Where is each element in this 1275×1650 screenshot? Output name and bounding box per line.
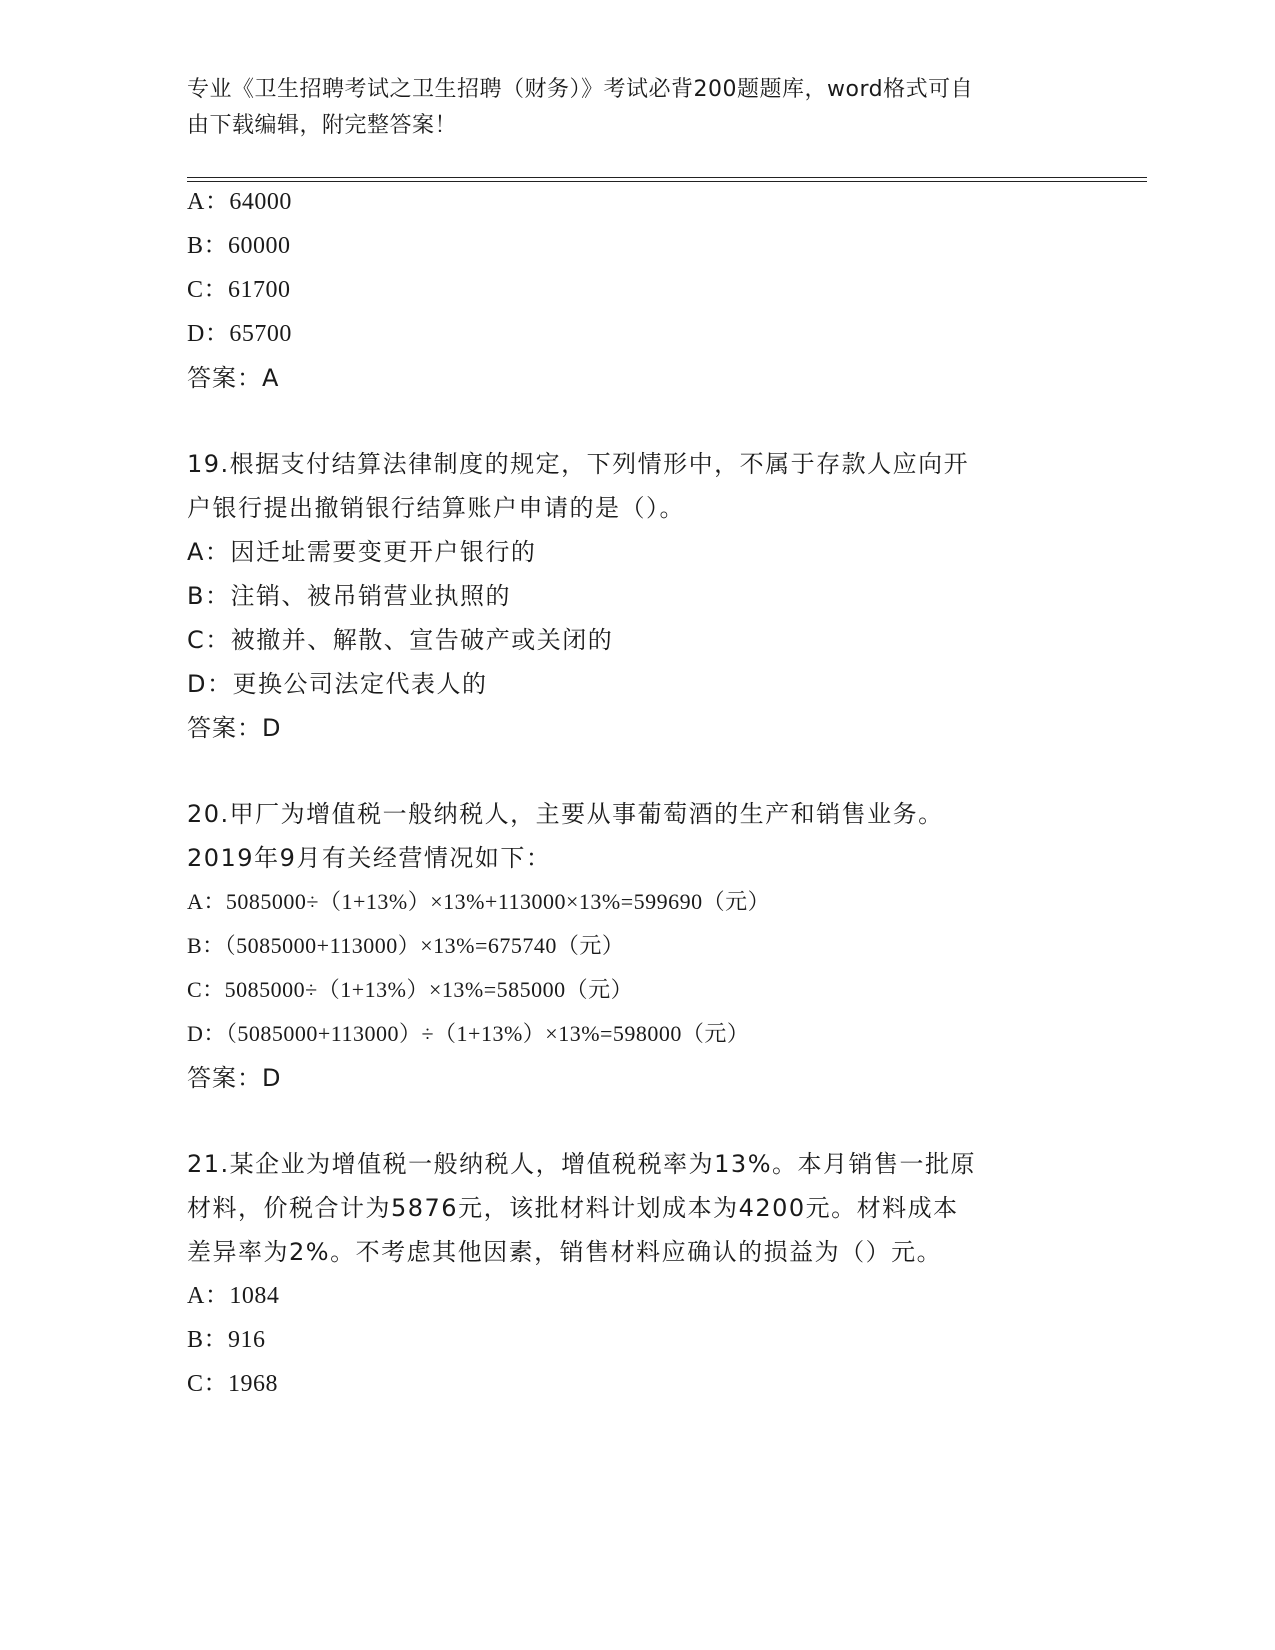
q19-option-d: D：更换公司法定代表人的 [187,670,488,698]
q19-option-c: C：被撤并、解散、宣告破产或关闭的 [187,626,614,654]
q21-option-b: B：916 [187,1327,266,1353]
header-divider-bottom [187,181,1147,182]
q21-option-c: C：1968 [187,1371,279,1397]
q20-answer: 答案：D [187,1064,282,1092]
q21-stem-line-2: 材料，价税合计为5876元，该批材料计划成本为4200元。材料成本 [187,1194,959,1222]
q19-stem-line-2: 户银行提出撤销银行结算账户申请的是（）。 [187,494,685,522]
document-header [187,72,1067,144]
q19-option-b: B：注销、被吊销营业执照的 [187,582,511,610]
q19-stem-line-1: 19.根据支付结算法律制度的规定，下列情形中，不属于存款人应向开 [187,450,970,478]
q20-option-a: A：5085000÷（1+13%）×13%+113000×13%=599690（元） [187,889,771,914]
q19-answer: 答案：D [187,714,282,742]
header-line-1: 专业《卫生招聘考试之卫生招聘（财务）》考试必背200题题库，word格式可自 [187,77,974,102]
header-divider-top [187,177,1147,178]
q18-option-c: C：61700 [187,277,291,303]
q18-option-a: A：64000 [187,189,292,215]
q20-option-c: C：5085000÷（1+13%）×13%=585000（元） [187,977,634,1002]
q18-option-d: D：65700 [187,321,292,347]
q20-stem-line-2: 2019年9月有关经营情况如下： [187,844,552,872]
q21-stem-line-1: 21.某企业为增值税一般纳税人，增值税税率为13%。本月销售一批原 [187,1150,977,1178]
q20-option-d: D：（5085000+113000）÷（1+13%）×13%=598000（元） [187,1021,750,1046]
q20-stem-line-1: 20.甲厂为增值税一般纳税人，主要从事葡萄酒的生产和销售业务。 [187,800,944,828]
q18-option-b: B：60000 [187,233,291,259]
q20-option-b: B：（5085000+113000）×13%=675740（元） [187,933,625,958]
q19-option-a: A：因迁址需要变更开户银行的 [187,538,537,566]
q18-answer: 答案：A [187,364,280,392]
header-line-2: 由下载编辑，附完整答案！ [187,113,458,138]
q21-stem-line-3: 差异率为2%。不考虑其他因素，销售材料应确认的损益为（）元。 [187,1238,943,1266]
q21-option-a: A：1084 [187,1283,280,1309]
